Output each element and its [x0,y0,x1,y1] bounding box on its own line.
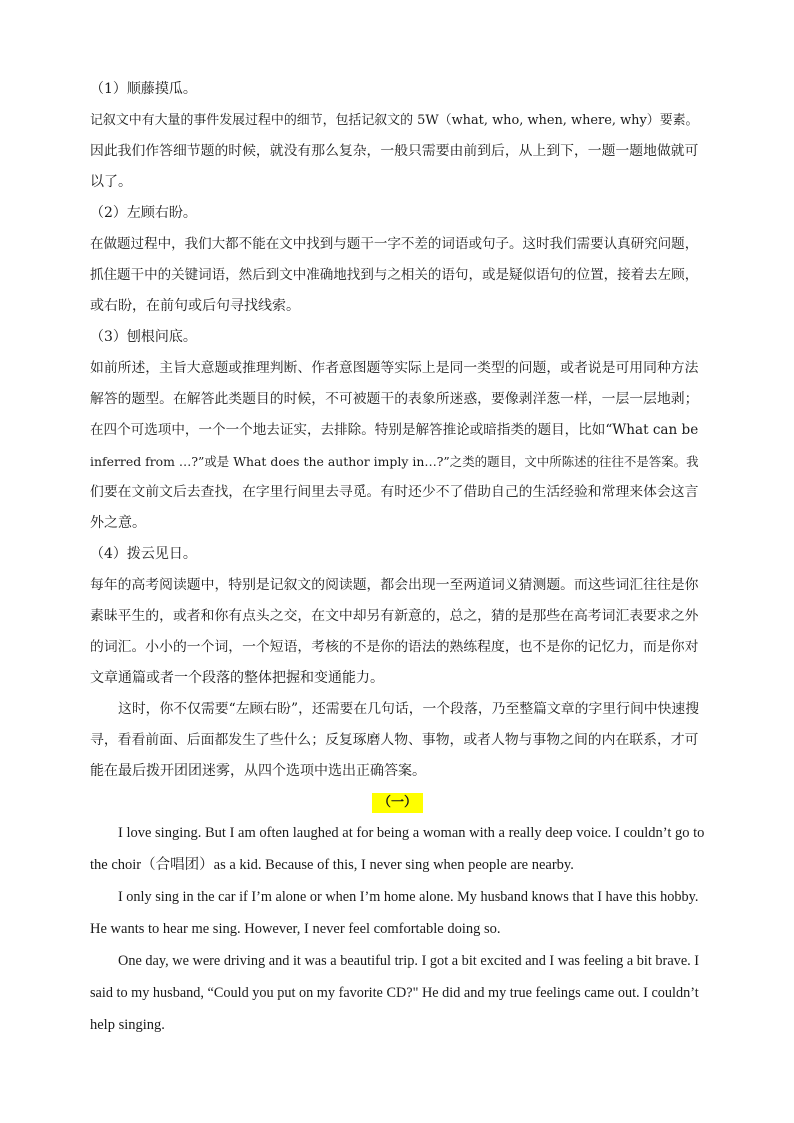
tip4-heading: （4）拨云见日。 [90,546,197,562]
tip2-line: 抓住题干中的关键词语，然后到文中准确地找到与之相关的语句，或是疑似语句的位置，接着去左顾， [90,267,699,283]
tip4-line: 素昧平生的，或者和你有点头之交，在文中却另有新意的，总之，猜的是那些在高考词汇表要求之外 [90,608,699,624]
passage-p2-line: I only sing in the car if I’m alone or when I’m home alone. My husband knows that I have this hobby. [118,889,699,905]
tip3-heading: （3）刨根问底。 [90,329,197,345]
tip3-line: inferred from …?”或是 What does the author imply in…?”之类的题目，文中所陈述的往往不是答案。我 [90,454,699,469]
passage-p3-line: said to my husband, “Could you put on my favorite CD?" He did and my true feelings came out. I couldn’t [90,985,699,1001]
tip4-para2-line: 能在最后拨开团团迷雾，从四个选项中选出正确答案。 [90,763,426,779]
tip4-para2-line: 这时，你不仅需要“左顾右盼”，还需要在几句话，一个段落，乃至整篇文章的字里行间中快速搜 [118,701,700,717]
tip3-line: 如前所述，主旨大意题或推理判断、作者意图题等实际上是同一类型的问题，或者说是可用同种方法 [90,360,699,376]
passage-p2-line: He wants to hear me sing. However, I never feel comfortable doing so. [90,921,501,937]
tip3-line: 们要在文前文后去查找，在字里行间里去寻觅。有时还少不了借助自己的生活经验和常理来体会这言 [90,484,699,500]
tip4-line: 的词汇。小小的一个词，一个短语，考核的不是你的语法的熟练程度，也不是你的记忆力，而是你对 [90,639,699,655]
tip1-heading: （1）顺藤摸瓜。 [90,81,197,97]
tip1-line: 因此我们作答细节题的时候，就没有那么复杂，一般只需要由前到后，从上到下，一题一题地做就可 [90,143,699,159]
tip4-line: 文章通篇或者一个段落的整体把握和变通能力。 [90,670,384,686]
tip3-line: 在四个可选项中，一个一个地去证实，去排除。特别是解答推论或暗指类的题目，比如“What can be [90,422,699,438]
tip2-line: 在做题过程中，我们大都不能在文中找到与题干一字不差的词语或句子。这时我们需要认真研究问题， [90,236,699,252]
reading-passage [90,817,705,1041]
section-tag: （一） [372,793,423,813]
tip3-line: 解答的题型。在解答此类题目的时候，不可被题干的表象所迷惑，要像剥洋葱一样，一层一层地剥； [90,391,699,407]
section-heading [90,787,705,817]
passage-p1-line: the choir（合唱团）as a kid. Because of this, I never sing when people are nearby. [90,857,574,873]
tip2-line: 或右盼，在前句或后句寻找线索。 [90,298,300,314]
passage-p3-line: One day, we were driving and it was a beautiful trip. I got a bit excited and I was feeling a bit brave. I [118,953,700,969]
passage-p3-line: help singing. [90,1017,165,1033]
tip2-heading: （2）左顾右盼。 [90,205,197,221]
tip1-line: 以了。 [90,174,132,190]
tip1-line: 记叙文中有大量的事件发展过程中的细节，包括记叙文的 5W（what, who, when, where, why）要素。 [90,113,699,128]
tip3-line: 外之意。 [90,515,146,531]
tip4-line: 每年的高考阅读题中，特别是记叙文的阅读题，都会出现一至两道词义猜测题。而这些词汇往往是你 [90,577,699,593]
passage-p1-line: I love singing. But I am often laughed at for being a woman with a really deep voice. I couldn’t go to [118,825,705,841]
tip4-para2-line: 寻，看看前面、后面都发生了些什么；反复琢磨人物、事物，或者人物与事物之间的内在联系，才可 [90,732,699,748]
document-page [90,74,705,1041]
